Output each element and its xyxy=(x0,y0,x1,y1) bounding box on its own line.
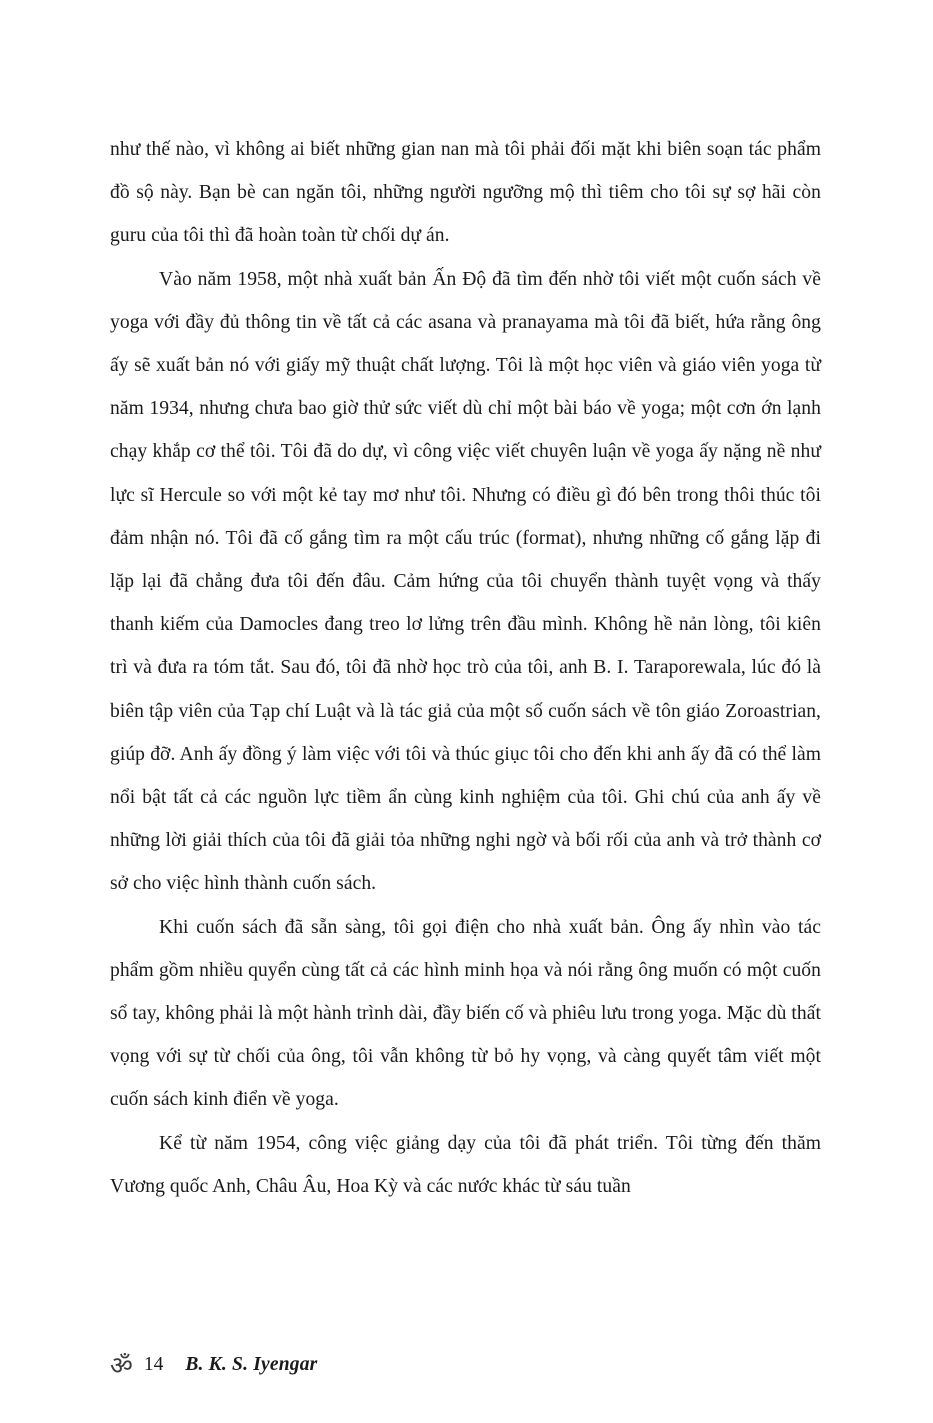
paragraph: Khi cuốn sách đã sẵn sàng, tôi gọi điện cho nhà xuất bản. Ông ấy nhìn vào tác phẩm gồm nhiều quyển cùng tất cả các hình minh họa và nói rằng ông muốn có một cuốn sổ tay, không phải là một hành trình dài, đầy biến cố và phiêu lưu trong yoga. Mặc dù thất vọng với sự từ chối của ông, tôi vẫn không từ bỏ hy vọng, và càng quyết tâm viết một cuốn sách kinh điển về yoga. xyxy=(110,916,821,1111)
om-icon: ॐ xyxy=(110,1351,133,1380)
paragraph: Kể từ năm 1954, công việc giảng dạy của tôi đã phát triển. Tôi từng đến thăm Vương quốc Anh, Châu Âu, Hoa Kỳ và các nước khác từ sáu tuần xyxy=(110,1132,821,1197)
page-number: 14 xyxy=(143,1353,164,1375)
paragraph: Vào năm 1958, một nhà xuất bản Ấn Độ đã tìm đến nhờ tôi viết một cuốn sách về yoga với đầy đủ thông tin về tất cả các asana và pranayama mà tôi đã biết, hứa rằng ông ấy sẽ xuất bản nó với giấy mỹ thuật chất lượng. Tôi là một học viên và giáo viên yoga từ năm 1934, nhưng chưa bao giờ thử sức viết dù chỉ một bài báo về yoga; một cơn ớn lạnh chạy khắp cơ thể tôi. Tôi đã do dự, vì công việc viết chuyên luận về yoga ấy nặng nề như lực sĩ Hercule so với một kẻ tay mơ như tôi. Nhưng có điều gì đó bên trong thôi thúc tôi đảm nhận nó. Tôi đã cố gắng tìm ra một cấu trúc (format), nhưng những cố gắng lặp đi lặp lại đã chẳng đưa tôi đến đâu. Cảm hứng của tôi chuyển thành tuyệt vọng và thấy thanh kiếm của Damocles đang treo lơ lửng trên đầu mình. Không hề nản lòng, tôi kiên trì và đưa ra tóm tắt. Sau đó, tôi đã nhờ học trò của tôi, anh B. I. Taraporewala, lúc đó là biên tập viên của Tạp chí Luật và là tác giả của một số cuốn sách về tôn giáo Zoroastrian, giúp đỡ. Anh ấy đồng ý làm việc với tôi và thúc giục tôi cho đến khi anh ấy đã có thể làm nổi bật tất cả các nguồn lực tiềm ẩn cùng kinh nghiệm của tôi. Ghi chú của anh ấy về những lời giải thích của tôi đã giải tỏa những nghi ngờ và bối rối của anh và trở thành cơ sở cho việc hình thành cuốn sách. xyxy=(110,268,821,895)
page-body xyxy=(110,128,821,1208)
paragraph: như thế nào, vì không ai biết những gian nan mà tôi phải đối mặt khi biên soạn tác phẩm đồ sộ này. Bạn bè can ngăn tôi, những người ngưỡng mộ thì tiêm cho tôi sự sợ hãi còn guru của tôi thì đã hoàn toàn từ chối dự án. xyxy=(110,139,821,247)
page-footer xyxy=(110,1351,318,1380)
author-name: B. K. S. Iyengar xyxy=(185,1353,318,1375)
